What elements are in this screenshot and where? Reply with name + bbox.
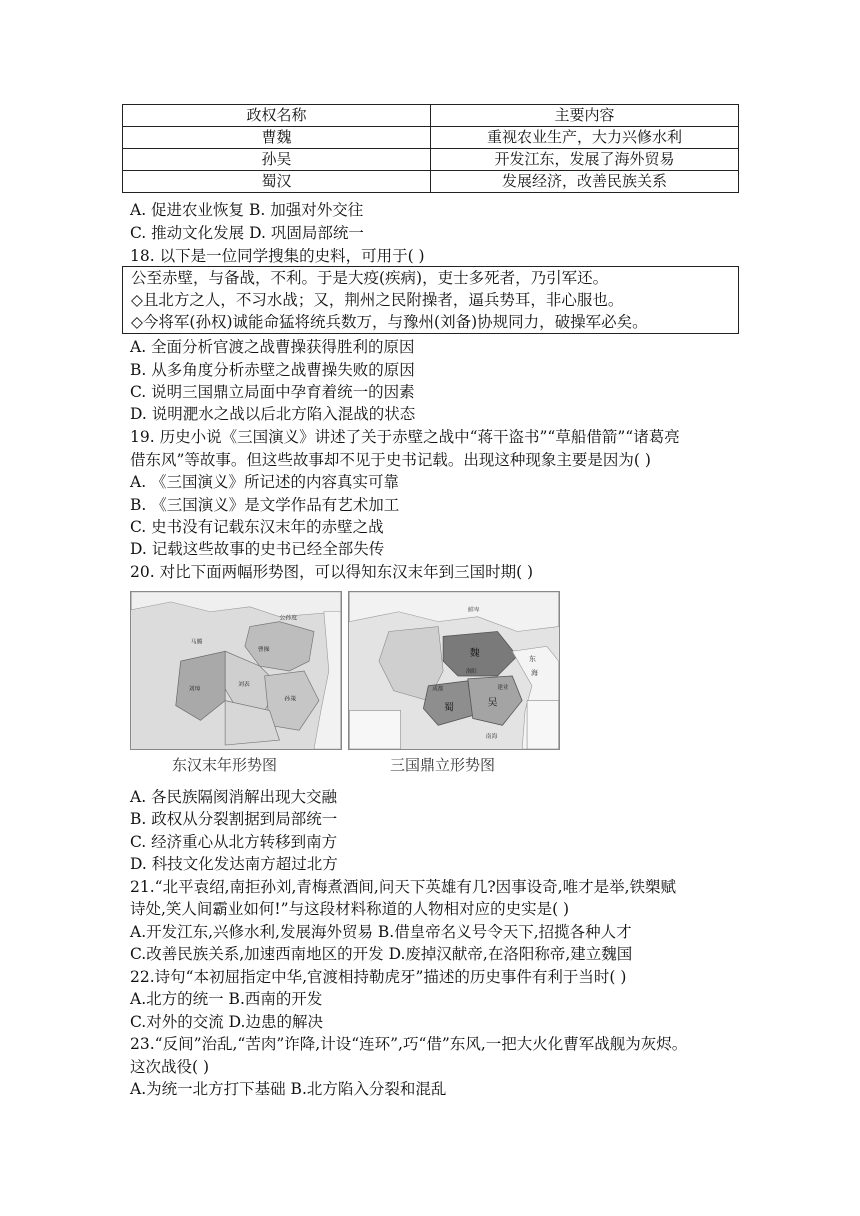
- q20-option: A. 各民族隔阂消解出现大交融: [130, 788, 338, 806]
- q18-source-box: [122, 266, 739, 334]
- map1-label: 孙策: [284, 696, 297, 703]
- q21-option: C.改善民族关系,加速西南地区的开发 D.废掉汉献帝,在洛阳称帝,建立魏国: [130, 945, 633, 963]
- map2-label: 成都: [432, 686, 444, 693]
- map2-label: 洛阳: [465, 668, 477, 675]
- table-cell: 曹魏: [123, 127, 431, 149]
- source-line: ◇且北方之人，不习水战；又，荆州之民附操者，逼兵势耳，非心服也。: [131, 291, 624, 309]
- q18-option: D. 说明淝水之战以后北方陷入混战的状态: [130, 405, 416, 423]
- q17-option-line: A. 促进农业恢复 B. 加强对外交往: [130, 201, 364, 219]
- q22-option: A.北方的统一 B.西南的开发: [130, 990, 323, 1008]
- source-line: 公至赤壁，与备战，不利。于是大疫(疾病)，吏士多死者，乃引军还。: [131, 269, 609, 287]
- q18-option: B. 从多角度分析赤壁之战曹操失败的原因: [130, 361, 415, 379]
- table-header-cell: 主要内容: [431, 105, 739, 127]
- q20-maps: [130, 591, 562, 781]
- q21-stem: 21.“北平袁绍,南拒孙刘,青梅煮酒间,问天下英雄有几?因事设奇,唯才是举,铁槊赋: [130, 878, 677, 896]
- map1-label: 马腾: [190, 639, 203, 646]
- q19-option: A. 《三国演义》所记述的内容真实可靠: [130, 473, 400, 491]
- map1-label: 公孙度: [279, 615, 298, 622]
- q20-option: B. 政权从分裂割据到局部统一: [130, 810, 338, 828]
- table-cell: 开发江东，发展了海外贸易: [431, 149, 739, 171]
- table-cell: 孙吴: [123, 149, 431, 171]
- table-row: [123, 171, 739, 193]
- q23-stem: 这次战役( ): [130, 1058, 210, 1076]
- map2-label: 魏: [469, 648, 480, 660]
- table-cell: 蜀汉: [123, 171, 431, 193]
- regime-table: [122, 104, 739, 193]
- q19-option: B. 《三国演义》是文学作品有艺术加工: [130, 496, 400, 514]
- table-row: [123, 149, 739, 171]
- map2-label: 建业: [497, 684, 509, 691]
- q19-option: C. 史书没有记载东汉末年的赤壁之战: [130, 518, 384, 536]
- q22-option: C.对外的交流 D.边患的解决: [130, 1013, 323, 1031]
- q21-option: A.开发江东,兴修水利,发展海外贸易 B.借皇帝名义号令天下,招揽各种人才: [130, 923, 632, 941]
- map-caption: 三国鼎立形势图: [390, 756, 496, 774]
- source-line: ◇今将军(孙权)诚能命猛将统兵数万，与豫州(刘备)协规同力，破操军必矣。: [131, 313, 648, 331]
- q23-stem: 23.“反间”治乱,“苦肉”诈降,计设“连环”,巧“借”东风,一把大火化曹军战舰为灰烬。: [130, 1035, 688, 1053]
- map2-label: 南海: [485, 734, 498, 741]
- q21-stem: 诗处,笑人间霸业如何!”与这段材料称道的人物相对应的史实是( ): [130, 900, 570, 918]
- q18-stem: 18. 以下是一位同学搜集的史料，可用于( ): [130, 247, 425, 265]
- q20-stem: 20. 对比下面两幅形势图，可以得知东汉末年到三国时期( ): [130, 563, 534, 581]
- table-cell: 重视农业生产，大力兴修水利: [431, 127, 739, 149]
- map-late-eastern-han-graphic: [131, 592, 341, 749]
- map1-label: 刘表: [237, 681, 250, 688]
- table-header-row: [123, 105, 739, 127]
- map-three-kingdoms-graphic: [349, 592, 559, 749]
- map2-label: 海: [531, 668, 538, 677]
- q19-option: D. 记载这些故事的史书已经全部失传: [130, 540, 385, 558]
- q19-stem: 借东风”等故事。但这些故事却不见于史书记载。出现这种现象主要是因为( ): [130, 451, 651, 469]
- table-cell: 发展经济，改善民族关系: [431, 171, 739, 193]
- map2-label: 蜀: [444, 702, 454, 714]
- map1-label: 刘璋: [188, 686, 201, 693]
- q22-stem: 22.诗句“本初屈指定中华,官渡相持勒虎牙”描述的历史事件有利于当时( ): [130, 968, 627, 986]
- map2-label: 吴: [487, 697, 498, 709]
- q17-option-line: C. 推动文化发展 D. 巩固局部统一: [130, 224, 364, 242]
- q23-option: A.为统一北方打下基础 B.北方陷入分裂和混乱: [130, 1080, 447, 1098]
- map2-label: 东: [529, 655, 536, 664]
- table-row: [123, 127, 739, 149]
- q18-option: A. 全面分析官渡之战曹操获得胜利的原因: [130, 338, 415, 356]
- q20-option: C. 经济重心从北方转移到南方: [130, 833, 338, 851]
- map-three-kingdoms: [348, 591, 560, 750]
- map2-label: 鲜卑: [467, 607, 480, 614]
- q20-option: D. 科技文化发达南方超过北方: [130, 855, 338, 873]
- map-caption: 东汉末年形势图: [172, 756, 278, 774]
- map1-label: 曹操: [257, 647, 270, 654]
- q19-stem: 19. 历史小说《三国演义》讲述了关于赤壁之战中“蒋干盗书”“草船借箭”“诸葛亮: [130, 428, 680, 446]
- q18-option: C. 说明三国鼎立局面中孕育着统一的因素: [130, 383, 415, 401]
- map-late-eastern-han: [130, 591, 342, 750]
- table-header-cell: 政权名称: [123, 105, 431, 127]
